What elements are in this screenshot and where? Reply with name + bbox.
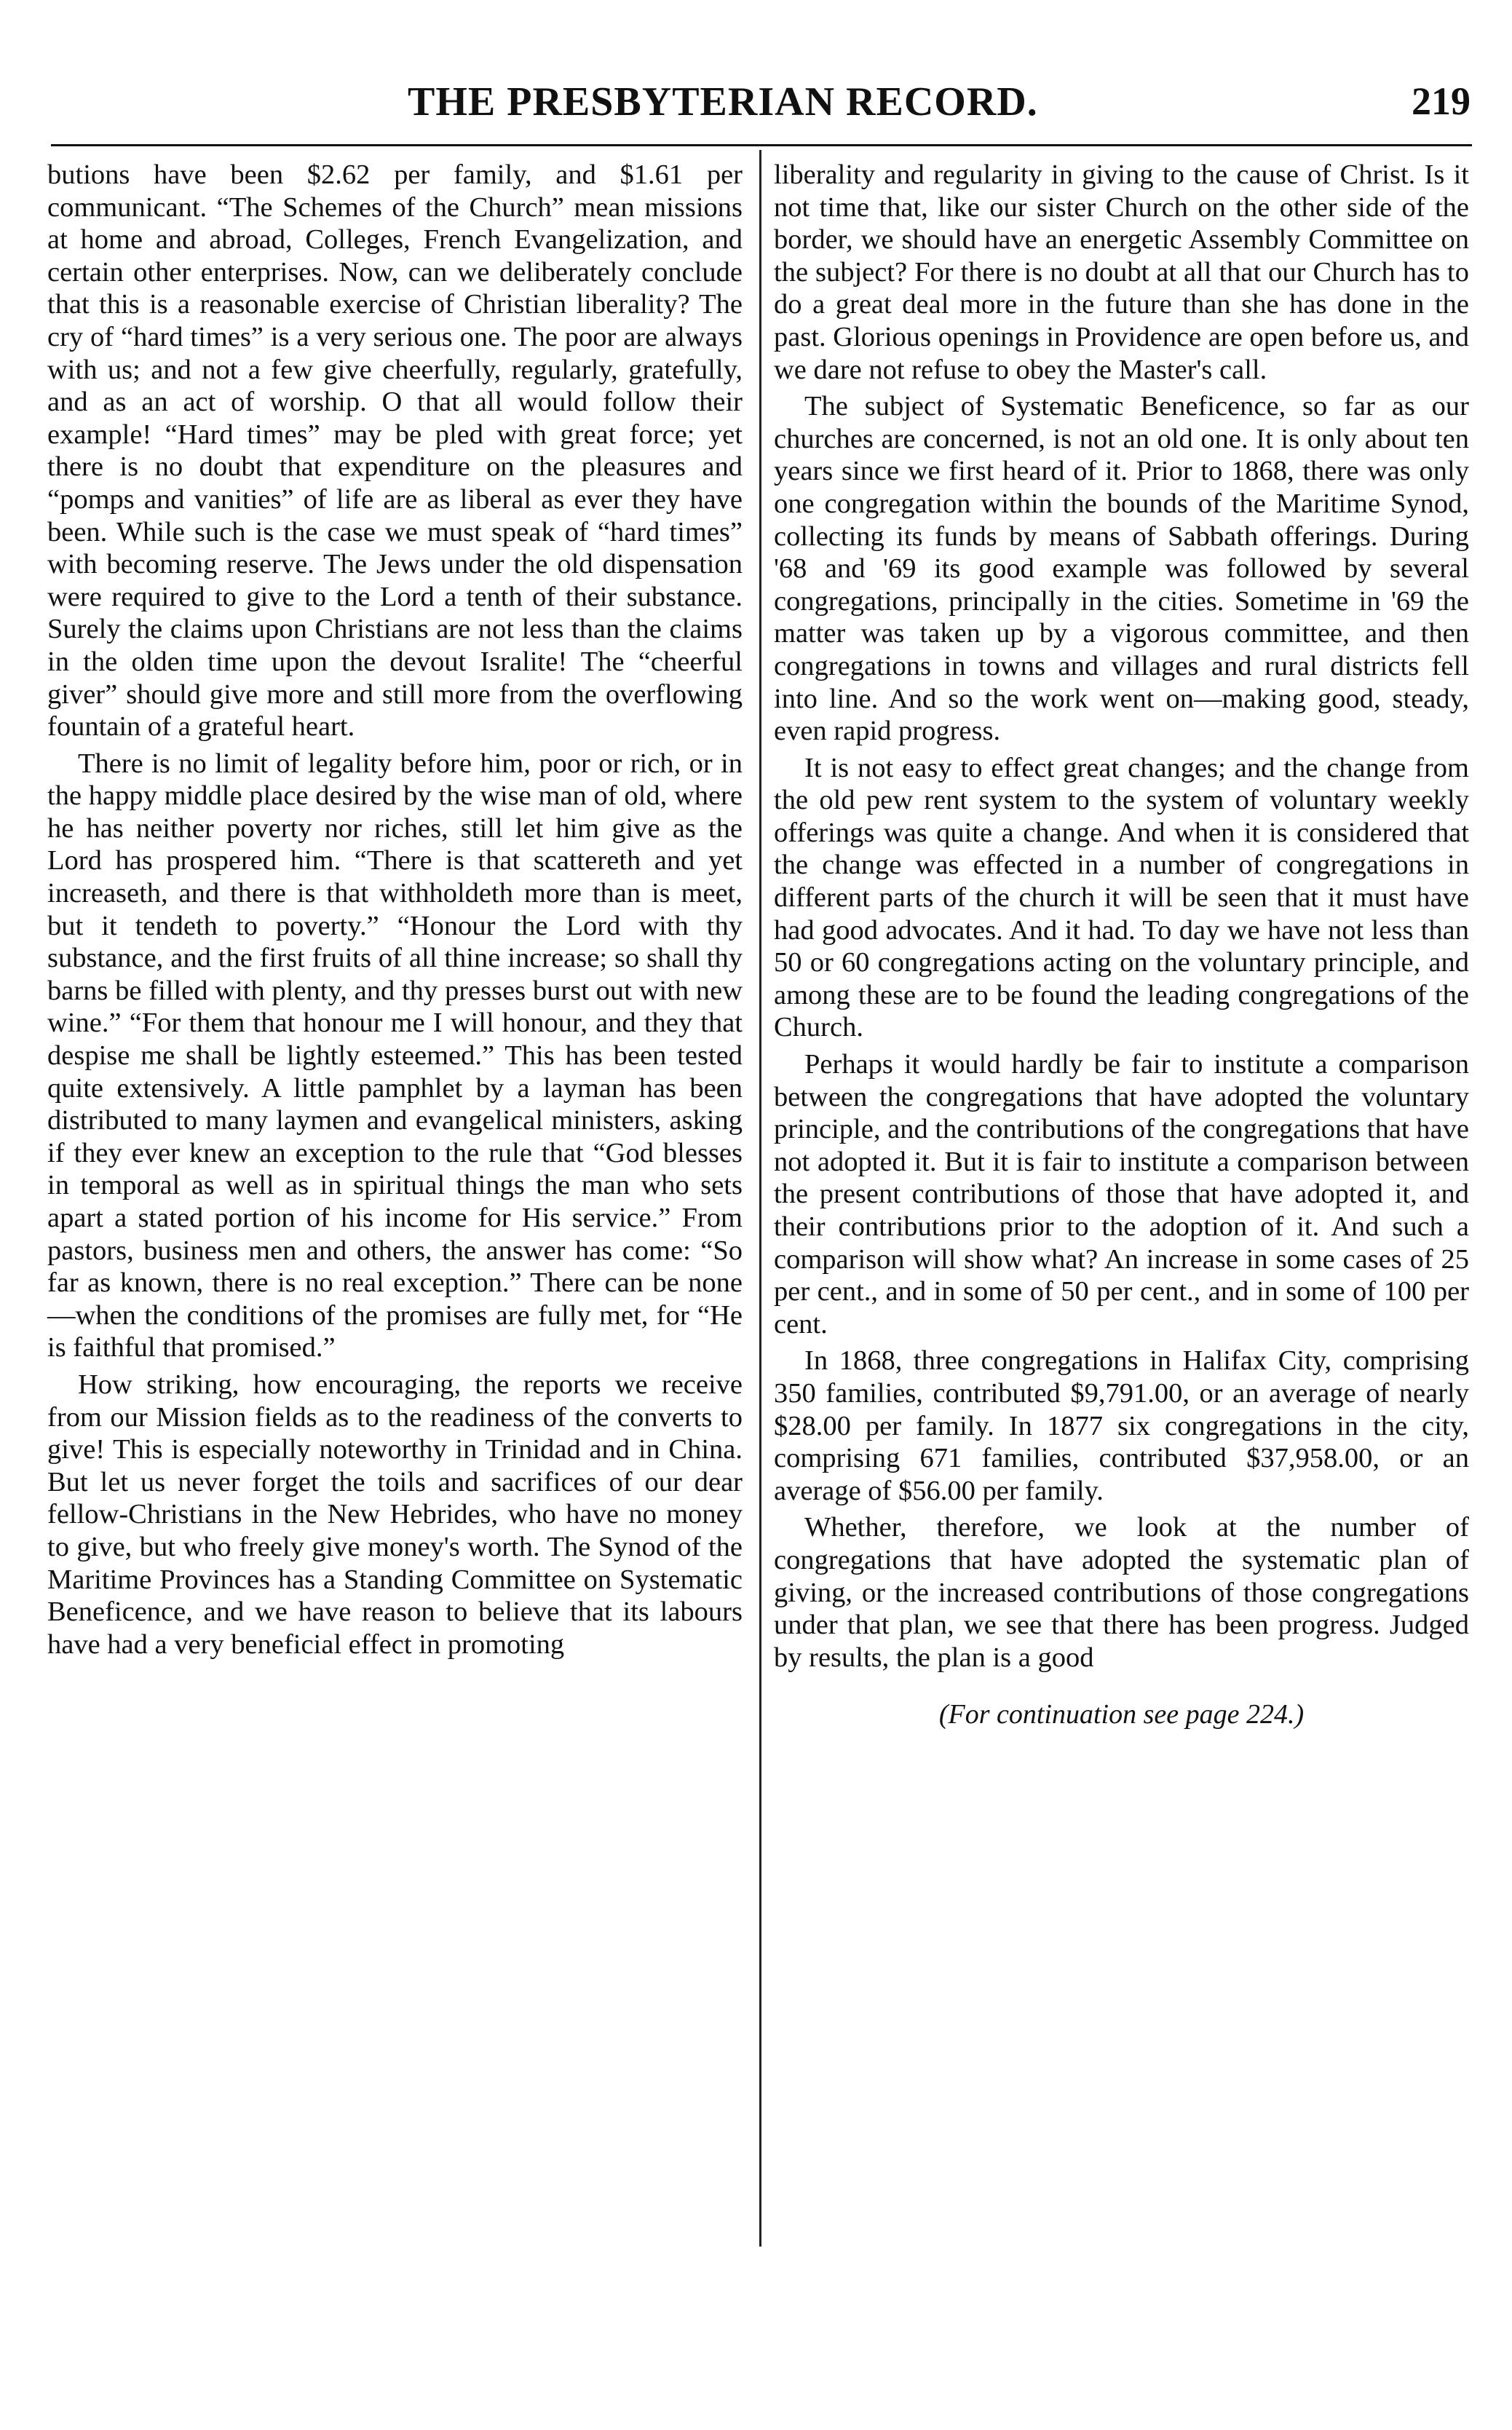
right-paragraph-2: The subject of Systematic Beneficence, so far as our churches are concerned, is not an old one. It is only about ten years since we first heard of it. Prior to 1868, there was only one congregation within the bounds of the Maritime Synod, collecting its funds by means of Sabbath offerings. During '68 and '69 its good example was followed by several congregations, principally in the cities. Sometime in '69 the matter was taken up by a vigorous committee, and then congregations in towns and villages and rural districts fell into line. And so the work went on—making good, steady, even rapid progress. <box>774 391 1469 747</box>
right-paragraph-1: liberality and regularity in giving to the cause of Christ. Is it not time that, like our sister Church on the other side of the border, we should have an energetic Assembly Committee on the subject? For there is no doubt at all that our Church has to do a great deal more in the future than she has done in the past. Glorious openings in Providence are open before us, and we dare not refuse to obey the Master's call. <box>774 159 1469 385</box>
right-paragraph-5: In 1868, three congregations in Halifax City, comprising 350 families, contributed $9,791.00, or an average of nearly $28.00 per family. In 1877 six congregations in the city, comprising 671 families, contributed $37,958.00, or an average of $56.00 per family. <box>774 1345 1469 1506</box>
right-paragraph-3: It is not easy to effect great changes; and the change from the old pew rent system to the system of voluntary weekly offerings was quite a change. And when it is considered that the change was effected in a number of congregations in different parts of the church it will be seen that it must have had good advocates. And it had. To day we have not less than 50 or 60 congregations acting on the voluntary principle, and among these are to be found the leading congregations of the Church. <box>774 752 1469 1043</box>
page-header <box>51 79 1471 137</box>
left-paragraph-3: How striking, how encouraging, the reports we receive from our Mission fields as to the readiness of the converts to give! This is especially noteworthy in Trinidad and in China. But let us never forget the toils and sacrifices of our dear fellow-Christians in the New Hebrides, who have no money to give, but who freely give money's worth. The Synod of the Maritime Provinces has a Standing Committee on Systematic Beneficence, and we have reason to believe that its labours have had a very beneficial effect in promoting <box>47 1369 743 1660</box>
right-paragraph-4: Perhaps it would hardly be fair to institute a comparison between the congregations that have adopted the voluntary principle, and the contributions of the congregations that have not adopted it. But it is fair to institute a comparison between the present contributions of those that have adopted it, and their contributions prior to the adoption of it. And such a comparison will show what? An increase in some cases of 25 per cent., and in some of 50 per cent., and in some of 100 per cent. <box>774 1049 1469 1339</box>
header-rule <box>51 144 1472 146</box>
left-column <box>47 159 743 1661</box>
continuation-note: (For continuation see page 224.) <box>938 1699 1305 1730</box>
left-paragraph-2: There is no limit of legality before him, poor or rich, or in the happy middle place desired by the wise man of old, where he has neither poverty nor riches, still let him give as the Lord has prospered him. “There is that scattereth and yet increaseth, and there is that withholdeth more than is meet, but it tendeth to poverty.” “Honour the Lord with thy substance, and the first fruits of all thine increase; so shall thy barns be filled with plenty, and thy presses burst out with new wine.” “For them that honour me I will honour, and they that despise me shall be lightly esteemed.” This has been tested quite extensively. A little pamphlet by a layman has been distributed to many laymen and evangelical ministers, asking if they ever knew an exception to the rule that “God blesses in temporal as well as in spiritual things the man who sets apart a stated portion of his income for His service.” From pastors, business men and others, the answer has come: “So far as known, there is no real exception.” There can be none—when the conditions of the promises are fully met, for “He is faithful that promised.” <box>47 748 743 1364</box>
right-column <box>774 159 1469 1731</box>
publication-title: THE PRESBYTERIAN RECORD. <box>408 79 1038 124</box>
column-divider <box>759 150 761 2247</box>
page-number: 219 <box>1412 79 1471 123</box>
left-paragraph-1: butions have been $2.62 per family, and $1.61 per communicant. “The Schemes of the Church” mean missions at home and abroad, Colleges, French Evangelization, and certain other enterprises. Now, can we deliberately conclude that this is a reasonable exercise of Christian liberality? The cry of “hard times” is a very serious one. The poor are always with us; and not a few give cheerfully, regularly, gratefully, and as an act of worship. O that all would follow their example! “Hard times” may be pled with great force; yet there is no doubt that expenditure on the pleasures and “pomps and vanities” of life are as liberal as ever they have been. While such is the case we must speak of “hard times” with becoming reserve. The Jews under the old dispensation were required to give to the Lord a tenth of their substance. Surely the claims upon Christians are not less than the claims in the olden time upon the devout Isralite! The “cheerful giver” should give more and still more from the overflowing fountain of a grateful heart. <box>47 159 743 743</box>
right-paragraph-6: Whether, therefore, we look at the number of congregations that have adopted the systematic plan of giving, or the increased contributions of those congregations under that plan, we see that there has been progress. Judged by results, the plan is a good <box>774 1512 1469 1673</box>
